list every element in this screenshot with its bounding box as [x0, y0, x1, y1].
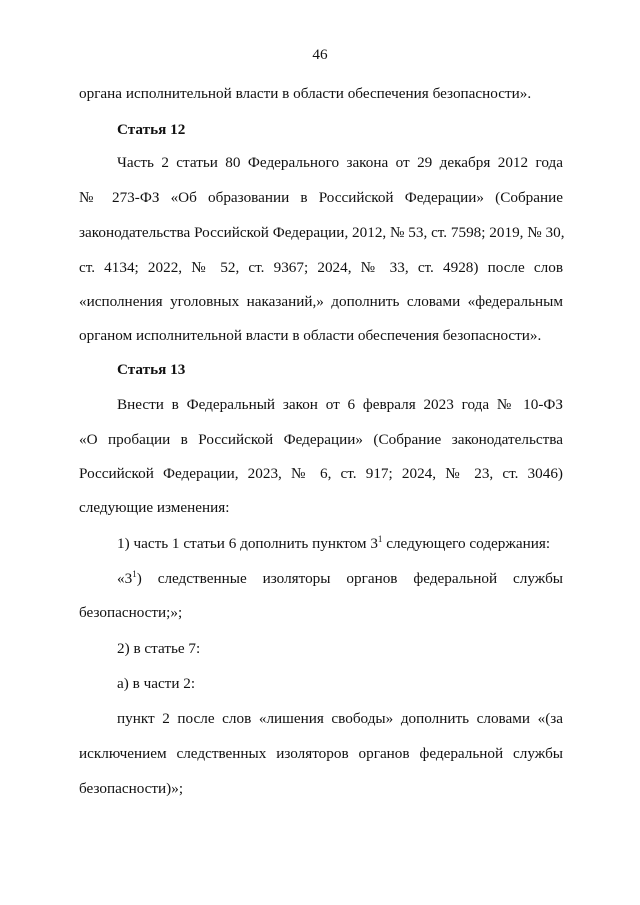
text-fragment: «3 [117, 570, 133, 587]
article-13-heading: Статья 13 [117, 361, 186, 378]
text-line: «О пробации в Российской Федерации» (Собрание законодательства [79, 431, 563, 448]
text-line: ст. 4134; 2022, № 52, ст. 9367; 2024, № 33, ст. 4928) после слов [79, 259, 563, 276]
text-line: органа исполнительной власти в области обеспечения безопасности». [79, 85, 532, 102]
text-line [117, 535, 563, 553]
text-fragment [117, 570, 137, 588]
text-line: Внести в Федеральный закон от 6 февраля 2023 года № 10-ФЗ [117, 396, 563, 413]
text-line: Российской Федерации, 2023, № 6, ст. 917; 2024, № 23, ст. 3046) [79, 465, 563, 482]
text-fragment: 1) часть 1 статьи 6 дополнить пунктом 3 [117, 535, 378, 552]
superscript: 1 [132, 569, 137, 579]
text-fragment: следующего содержания: [382, 535, 551, 552]
page-number: 46 [312, 46, 328, 63]
text-line: Часть 2 статьи 80 Федерального закона от 29 декабря 2012 года [117, 154, 563, 171]
superscript: 1 [377, 534, 383, 544]
text-line: «исполнения уголовных наказаний,» дополнить словами «федеральным [79, 293, 563, 310]
article-12-heading: Статья 12 [117, 121, 186, 138]
text-line: законодательства Российской Федерации, 2012, № 53, ст. 7598; 2019, № 30, [79, 224, 565, 241]
text-line: а) в части 2: [117, 675, 196, 692]
text-line: № 273-ФЗ «Об образовании в Российской Федерации» (Собрание [79, 189, 563, 206]
text-line: безопасности;»; [79, 604, 183, 621]
text-line: следующие изменения: [79, 499, 230, 516]
text-line: органом исполнительной власти в области обеспечения безопасности». [79, 327, 542, 344]
text-line: пункт 2 после слов «лишения свободы» дополнить словами «(за [117, 710, 563, 727]
text-line [117, 570, 563, 588]
text-line: 2) в статье 7: [117, 640, 201, 657]
text-line: исключением следственных изоляторов органов федеральной службы [79, 745, 563, 762]
text-fragment: ) следственные изоляторы органов федеральной службы [136, 570, 563, 587]
text-line: безопасности)»; [79, 780, 184, 797]
